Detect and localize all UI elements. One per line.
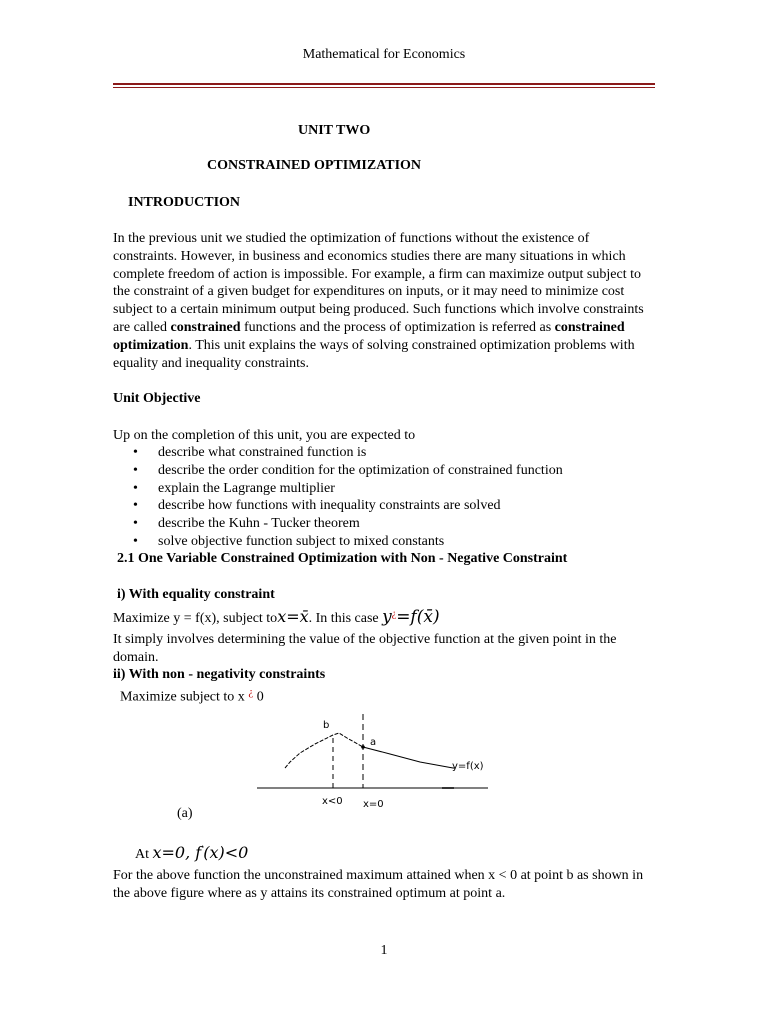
- bullet-icon: •: [133, 445, 138, 460]
- list-item: • describe how functions with inequality constraints are solved: [133, 498, 501, 514]
- intro-bold-constrained: constrained: [170, 319, 241, 335]
- label-point-b: b: [323, 720, 330, 731]
- equality-body: It simply involves determining the value of the objective function at the given point in the domain.: [113, 632, 617, 665]
- equality-text-start: Maximize y = f(x), subject to: [113, 611, 278, 626]
- nonneg-text-start: Maximize subject to x: [113, 689, 249, 705]
- intro-heading: INTRODUCTION: [128, 195, 241, 210]
- label-x-zero: x=0: [363, 799, 384, 810]
- nonneg-statement: [113, 686, 264, 706]
- unit-title: UNIT TWO: [298, 123, 371, 138]
- condition-formula-part2: (x)<0: [203, 843, 249, 862]
- subsection-nonneg-heading: ii) With non - negativity constraints: [113, 667, 326, 682]
- list-item: • describe the order condition for the optimization of constrained function: [133, 462, 563, 478]
- bullet-icon: •: [133, 498, 138, 514]
- list-item: • explain the Lagrange multiplier: [133, 480, 335, 496]
- equality-statement: [113, 607, 673, 627]
- subsection-equality-heading: i) With equality constraint: [117, 587, 275, 602]
- list-item: • describe what constrained function is: [133, 445, 367, 460]
- condition-statement: [135, 843, 248, 863]
- intro-bold-constrained-optimization: constrained optimization: [113, 319, 625, 353]
- bullet-icon: •: [133, 480, 138, 496]
- bullet-icon: •: [133, 533, 138, 549]
- bullet-icon: •: [133, 516, 138, 532]
- equality-constraint-formula: x=x̄: [277, 607, 309, 626]
- function-curve-right: [363, 747, 453, 768]
- condition-prime: ′: [201, 845, 204, 856]
- intro-text-3: . This unit explains the ways of solving constrained optimization problems with equality and inequality constraints.: [113, 337, 635, 371]
- page-header: Mathematical for Economics: [302, 47, 466, 62]
- list-item: • describe the Kuhn - Tucker theorem: [133, 516, 360, 532]
- label-curve: y=f(x): [452, 761, 484, 772]
- objective-intro: Up on the completion of this unit, you are expected to: [113, 428, 416, 443]
- list-item: • solve objective function subject to mixed constants: [133, 533, 445, 549]
- condition-at-word: At: [135, 847, 153, 862]
- figure-caption: (a): [177, 806, 193, 821]
- header-rule-thin: [113, 87, 655, 88]
- intro-text-2: functions and the process of optimization is referred as: [240, 319, 555, 335]
- intro-paragraph: [113, 230, 653, 372]
- nonneg-glyph: ¿: [248, 686, 254, 698]
- label-point-a: a: [370, 737, 377, 748]
- intro-text-1: In the previous unit we studied the optimization of functions without the existence of constraints. However, in business and economics studies there are many situations in which complete freedom of action is impossible. For example, a firm can maximize output subject to the constraint of a given budget for expenditures on inputs, or it may need to minimize cost subject to a certain minimum output being produced. Such functions which involve constraints are called: [113, 231, 644, 335]
- page-number: 1: [380, 943, 388, 958]
- nonneg-text-end: 0: [253, 689, 264, 705]
- constrained-optimum-figure: [255, 710, 495, 815]
- label-x-neg: x<0: [322, 796, 343, 807]
- function-curve-left: [285, 733, 363, 768]
- section-heading: 2.1 One Variable Constrained Optimization with Non - Negative Constraint: [117, 551, 568, 566]
- condition-formula-part1: x=0, f: [152, 843, 202, 862]
- equality-text-mid: . In this case: [308, 611, 383, 626]
- equality-case-glyph: ¿: [391, 608, 397, 620]
- chapter-title: CONSTRAINED OPTIMIZATION: [207, 158, 422, 173]
- bullet-icon: •: [133, 462, 138, 478]
- objectives-list: [113, 444, 653, 551]
- header-rule-thick: [113, 83, 655, 85]
- objective-heading: Unit Objective: [113, 391, 201, 406]
- equality-case-formula: =f(x̄): [396, 607, 440, 627]
- conclusion-paragraph: For the above function the unconstrained maximum attained when x < 0 at point b as shown in the above figure where as y attains its constrained optimum at point a.: [113, 868, 644, 901]
- equality-case-y: y: [382, 607, 392, 627]
- point-a-marker: [361, 745, 365, 749]
